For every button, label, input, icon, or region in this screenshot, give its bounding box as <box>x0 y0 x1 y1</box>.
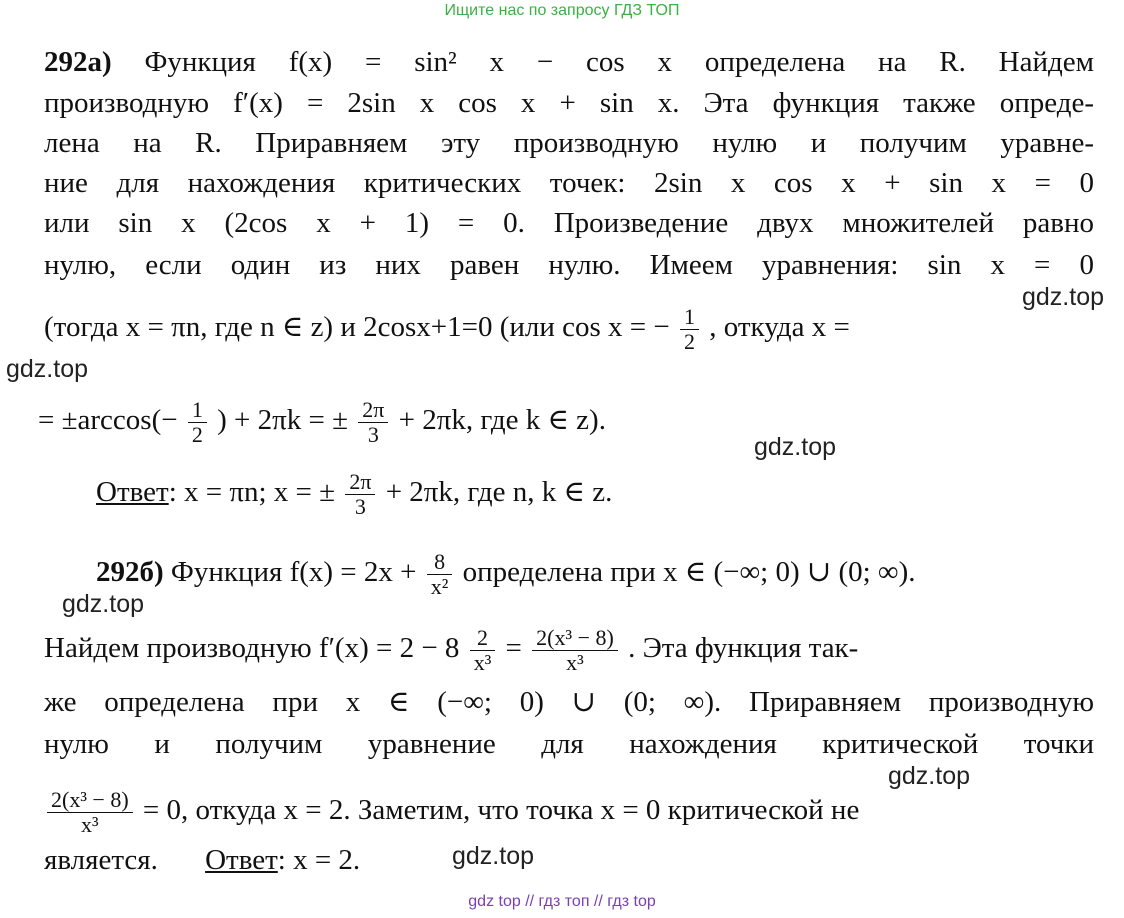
fraction-numerator: 2(x³ − 8) <box>47 788 133 813</box>
part-b-line-2-end: . Эта функция так- <box>628 632 859 665</box>
fraction-denominator: x³ <box>566 650 584 675</box>
watermark: gdz.top <box>62 590 145 618</box>
part-a-line-7 <box>44 305 1094 354</box>
fraction-numerator: 2 <box>470 626 496 651</box>
part-b-line-1 <box>44 550 1094 599</box>
watermark: gdz.top <box>6 355 89 383</box>
fraction-denominator: 2 <box>191 422 203 447</box>
part-a-line-7-start: (тогда x = πn, где n ∈ z) и 2cosx+1=0 (или cos x = − <box>44 311 670 344</box>
fraction <box>532 626 618 675</box>
answer-label: Ответ <box>96 476 169 509</box>
part-b-line-1-end: определена при x ∈ (−∞; 0) ∪ (0; ∞). <box>462 556 916 589</box>
part-a-line-8-start: = ±arccos(− <box>38 404 178 437</box>
fraction-denominator: 2 <box>684 329 696 354</box>
fraction <box>188 398 207 447</box>
part-a-answer <box>96 470 1124 519</box>
fraction <box>47 788 133 837</box>
part-a-line-8 <box>38 398 1088 447</box>
fraction <box>470 626 496 675</box>
watermark: gdz.top <box>888 762 971 790</box>
part-a-line-5: или sin x (2cos x + 1) = 0. Произведение двух множителей равно <box>44 207 1094 239</box>
part-a-line-3: лена на R. Приравняем эту производную нулю и получим уравне- <box>44 127 1094 159</box>
fraction-numerator: 2(x³ − 8) <box>532 626 618 651</box>
fraction-denominator: 3 <box>367 422 379 447</box>
part-a-line-4: ние для нахождения критических точек: 2sin x cos x + sin x = 0 <box>44 167 1094 199</box>
part-a-line-8-mid: ) + 2πk = ± <box>217 404 349 437</box>
part-b-line-3: же определена при x ∈ (−∞; 0) ∪ (0; ∞). Приравняем производную <box>44 686 1094 718</box>
part-a-line-2: производную f′(x) = 2sin x cos x + sin x. Эта функция также опреде- <box>44 87 1094 119</box>
top-banner: Ищите нас по запросу ГДЗ ТОП <box>444 2 680 19</box>
part-b-line-6-start: является. <box>44 844 158 876</box>
part-b-line-5-end: = 0, откуда x = 2. Заметим, что точка x = 0 критической не <box>142 794 860 827</box>
part-a-answer-end: + 2πk, где n, k ∈ z. <box>385 476 613 509</box>
fraction-denominator: x³ <box>81 812 99 837</box>
part-a-line-7-end: , откуда x = <box>709 311 850 344</box>
watermark: gdz.top <box>754 433 837 461</box>
fraction <box>427 550 453 599</box>
part-a-line-1 <box>44 44 1094 80</box>
fraction-numerator: 1 <box>188 398 207 423</box>
part-a-text-1: Функция f(x) = sin² x − cos x определена на R. Найдем <box>144 46 1094 78</box>
part-a-line-8-end: + 2πk, где k ∈ z). <box>398 404 606 437</box>
part-a-line-6: нулю, если один из них равен нулю. Имеем уравнения: sin x = 0 <box>44 249 1094 281</box>
part-a-answer-start: : x = πn; x = ± <box>168 476 336 509</box>
bottom-banner: gdz top // гдз топ // гдз top <box>468 893 656 910</box>
fraction-numerator: 8 <box>427 550 453 575</box>
fraction <box>345 470 375 519</box>
part-b-label: 292б) <box>96 556 164 589</box>
fraction-numerator: 1 <box>680 305 699 330</box>
fraction <box>680 305 699 354</box>
fraction-numerator: 2π <box>345 470 375 495</box>
part-a-label: 292а) <box>44 46 112 78</box>
answer-label: Ответ <box>205 844 278 876</box>
fraction-denominator: 3 <box>354 494 366 519</box>
fraction-numerator: 2π <box>358 398 388 423</box>
part-b-line-5 <box>44 788 1094 837</box>
part-b-line-2-start: Найдем производную f′(x) = 2 − 8 <box>44 632 460 665</box>
fraction-denominator: x³ <box>473 650 492 675</box>
part-b-line-4: нулю и получим уравнение для нахождения критической точки <box>44 728 1094 760</box>
part-b-line-6 <box>44 842 1094 878</box>
part-b-answer-end: : x = 2. <box>277 844 361 876</box>
equals-sign: = <box>505 632 522 665</box>
watermark: gdz.top <box>452 842 535 870</box>
fraction <box>358 398 388 447</box>
fraction-denominator: x² <box>430 574 449 599</box>
watermark: gdz.top <box>1022 283 1105 311</box>
part-b-line-2 <box>44 626 1094 675</box>
part-b-line-1-start: Функция f(x) = 2x + <box>170 556 417 589</box>
